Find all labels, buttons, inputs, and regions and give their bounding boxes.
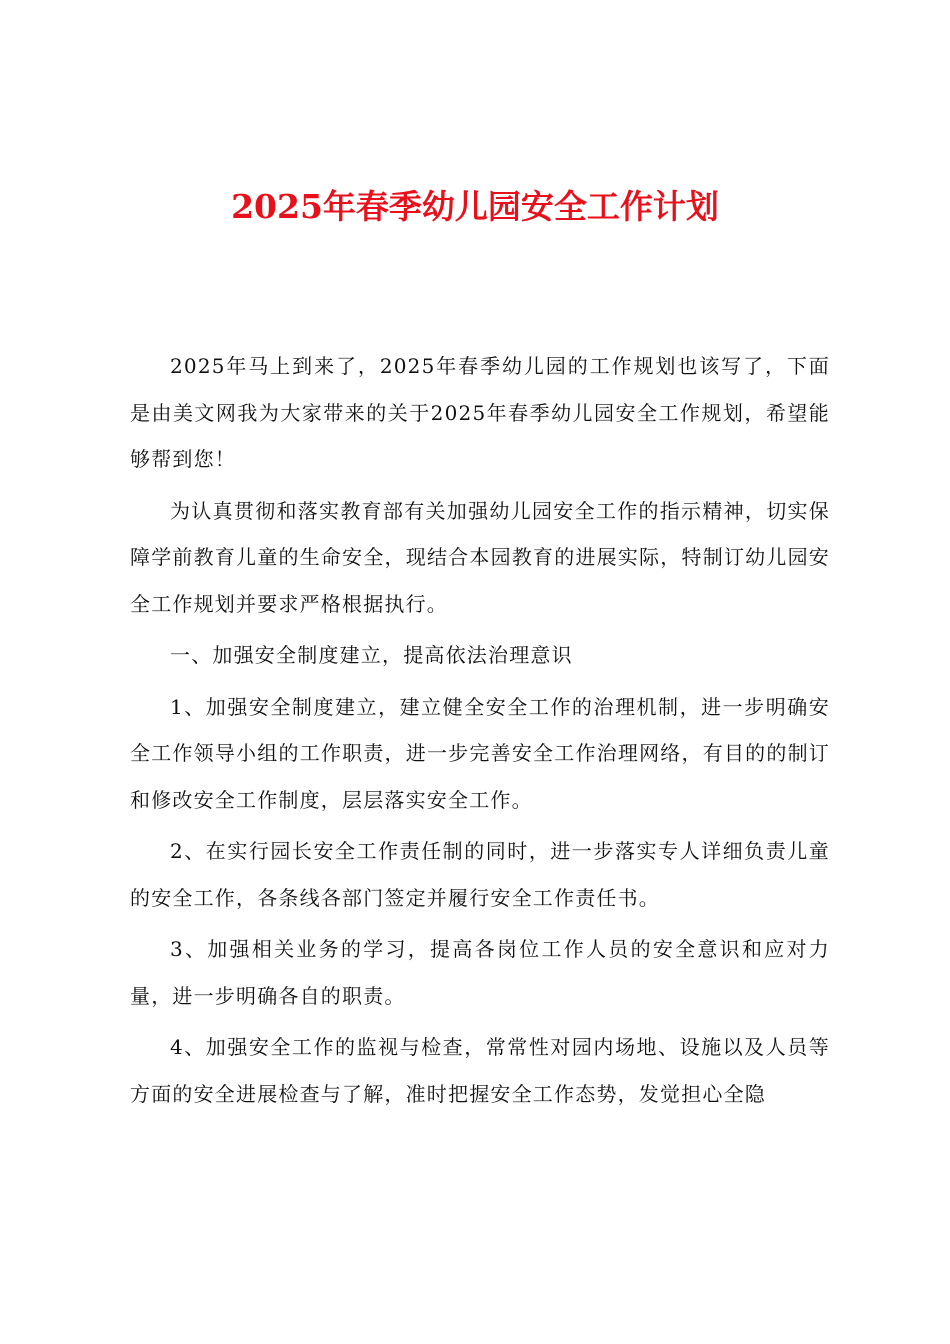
paragraph-item-1: 1、加强安全制度建立，建立健全安全工作的治理机制，进一步明确安全工作领导小组的工作职责，进一步完善安全工作治理网络，有目的的制订和修改安全工作制度，层层落实安全工作。 [130, 694, 830, 812]
document-title: 2025年春季幼儿园安全工作计划 [231, 187, 719, 226]
paragraph-item-4: 4、加强安全工作的监视与检查，常常性对园内场地、设施以及人员等方面的安全进展检查与了解，准时把握安全工作态势，发觉担心全隐 [130, 1035, 830, 1106]
paragraph-purpose: 为认真贯彻和落实教育部有关加强幼儿园安全工作的指示精神，切实保障学前教育儿童的生命安全，现结合本园教育的进展实际，特制订幼儿园安全工作规划并要求严格根据执行。 [130, 498, 830, 616]
document-body [130, 343, 830, 1122]
paragraph-item-2: 2、在实行园长安全工作责任制的同时，进一步落实专人详细负责儿童的安全工作，各条线各部门签定并履行安全工作责任书。 [130, 839, 830, 910]
paragraph-intro: 2025年马上到来了，2025年春季幼儿园的工作规划也该写了，下面是由美文网我为大家带来的关于2025年春季幼儿园安全工作规划，希望能够帮到您！ [130, 354, 830, 471]
paragraph-item-3: 3、加强相关业务的学习，提高各岗位工作人员的安全意识和应对力量，进一步明确各自的职责。 [130, 937, 830, 1008]
section-heading-1: 一、加强安全制度建立，提高依法治理意识 [170, 643, 573, 667]
